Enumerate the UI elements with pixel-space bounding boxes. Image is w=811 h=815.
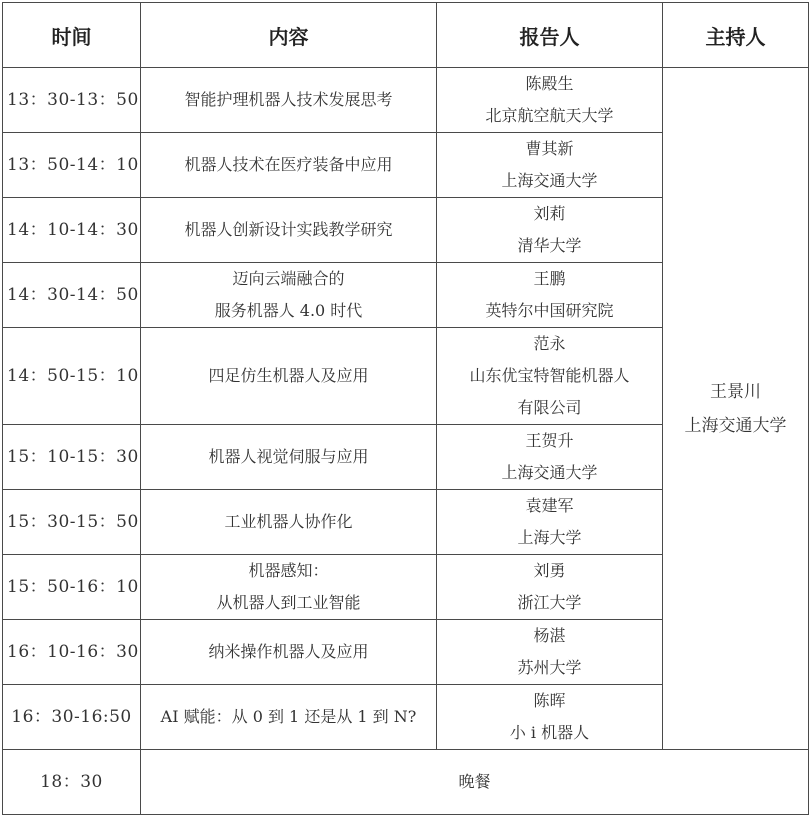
- content-cell: [141, 328, 437, 425]
- speaker-cell: [437, 328, 663, 425]
- speaker-affiliation: 山东优宝特智能机器人: [469, 366, 630, 385]
- time-cell: 14：30-14：50: [3, 263, 141, 328]
- speaker-name: 王鹏: [533, 269, 566, 288]
- dinner-time: 18：30: [3, 750, 141, 815]
- speaker-name: 刘莉: [533, 204, 566, 223]
- host-name: 王景川: [710, 381, 761, 402]
- content-line: 工业机器人协作化: [224, 512, 353, 531]
- time-cell: 14：10-14：30: [3, 198, 141, 263]
- speaker-cell: [437, 198, 663, 263]
- speaker-affiliation: 清华大学: [517, 236, 582, 255]
- speaker-cell: [437, 68, 663, 133]
- speaker-affiliation: 苏州大学: [517, 658, 582, 677]
- speaker-cell: [437, 685, 663, 750]
- content-cell: [141, 425, 437, 490]
- content-line: AI 赋能：从 0 到 1 还是从 1 到 N?: [160, 707, 417, 726]
- speaker-name: 陈晖: [533, 691, 566, 710]
- content-line: 从机器人到工业智能: [216, 593, 361, 612]
- content-cell: [141, 263, 437, 328]
- content-cell: [141, 490, 437, 555]
- header-host: 主持人: [663, 3, 809, 68]
- content-line: 智能护理机器人技术发展思考: [184, 90, 393, 109]
- time-cell: 15：10-15：30: [3, 425, 141, 490]
- content-line: 服务机器人 4.0 时代: [214, 301, 363, 320]
- header-speaker: 报告人: [437, 3, 663, 68]
- speaker-name: 袁建军: [525, 496, 574, 515]
- speaker-affiliation: 上海大学: [517, 528, 582, 547]
- time-cell: 13：50-14：10: [3, 133, 141, 198]
- speaker-cell: [437, 133, 663, 198]
- time-cell: 15：30-15：50: [3, 490, 141, 555]
- speaker-cell: [437, 425, 663, 490]
- speaker-name: 范永: [533, 334, 566, 353]
- speaker-name: 曹其新: [525, 139, 574, 158]
- schedule-table: [2, 2, 809, 815]
- speaker-cell: [437, 263, 663, 328]
- content-cell: [141, 555, 437, 620]
- header-row: [3, 3, 809, 68]
- content-line: 迈向云端融合的: [232, 269, 345, 288]
- content-line: 机器人技术在医疗装备中应用: [184, 155, 393, 174]
- content-line: 机器人创新设计实践教学研究: [184, 220, 393, 239]
- content-line: 机器人视觉伺服与应用: [208, 447, 369, 466]
- speaker-affiliation: 北京航空航天大学: [485, 106, 614, 125]
- time-cell: 13：30-13：50: [3, 68, 141, 133]
- dinner-row: [3, 750, 809, 815]
- content-cell: [141, 198, 437, 263]
- speaker-cell: [437, 490, 663, 555]
- header-content: 内容: [141, 3, 437, 68]
- time-cell: 15：50-16：10: [3, 555, 141, 620]
- speaker-name: 王贺升: [525, 431, 574, 450]
- speaker-name: 杨湛: [533, 626, 566, 645]
- speaker-affiliation: 浙江大学: [517, 593, 582, 612]
- speaker-affiliation: 有限公司: [517, 398, 582, 417]
- host-affiliation: 上海交通大学: [684, 415, 787, 436]
- speaker-affiliation: 上海交通大学: [501, 171, 598, 190]
- speaker-cell: [437, 555, 663, 620]
- time-cell: 16：30-16:50: [3, 685, 141, 750]
- content-line: 纳米操作机器人及应用: [208, 642, 369, 661]
- speaker-cell: [437, 620, 663, 685]
- speaker-affiliation: 小 i 机器人: [509, 723, 590, 742]
- content-cell: [141, 620, 437, 685]
- time-cell: 14：50-15：10: [3, 328, 141, 425]
- header-time: 时间: [3, 3, 141, 68]
- content-cell: [141, 685, 437, 750]
- content-line: 四足仿生机器人及应用: [208, 366, 369, 385]
- content-line: 机器感知：: [248, 561, 329, 580]
- speaker-affiliation: 英特尔中国研究院: [485, 301, 614, 320]
- content-cell: [141, 68, 437, 133]
- speaker-name: 刘勇: [533, 561, 566, 580]
- schedule-body: [3, 68, 809, 815]
- dinner-label: 晚餐: [141, 750, 809, 815]
- table-row: [3, 68, 809, 133]
- host-cell: [663, 68, 809, 750]
- speaker-name: 陈殿生: [525, 74, 574, 93]
- time-cell: 16：10-16：30: [3, 620, 141, 685]
- content-cell: [141, 133, 437, 198]
- speaker-affiliation: 上海交通大学: [501, 463, 598, 482]
